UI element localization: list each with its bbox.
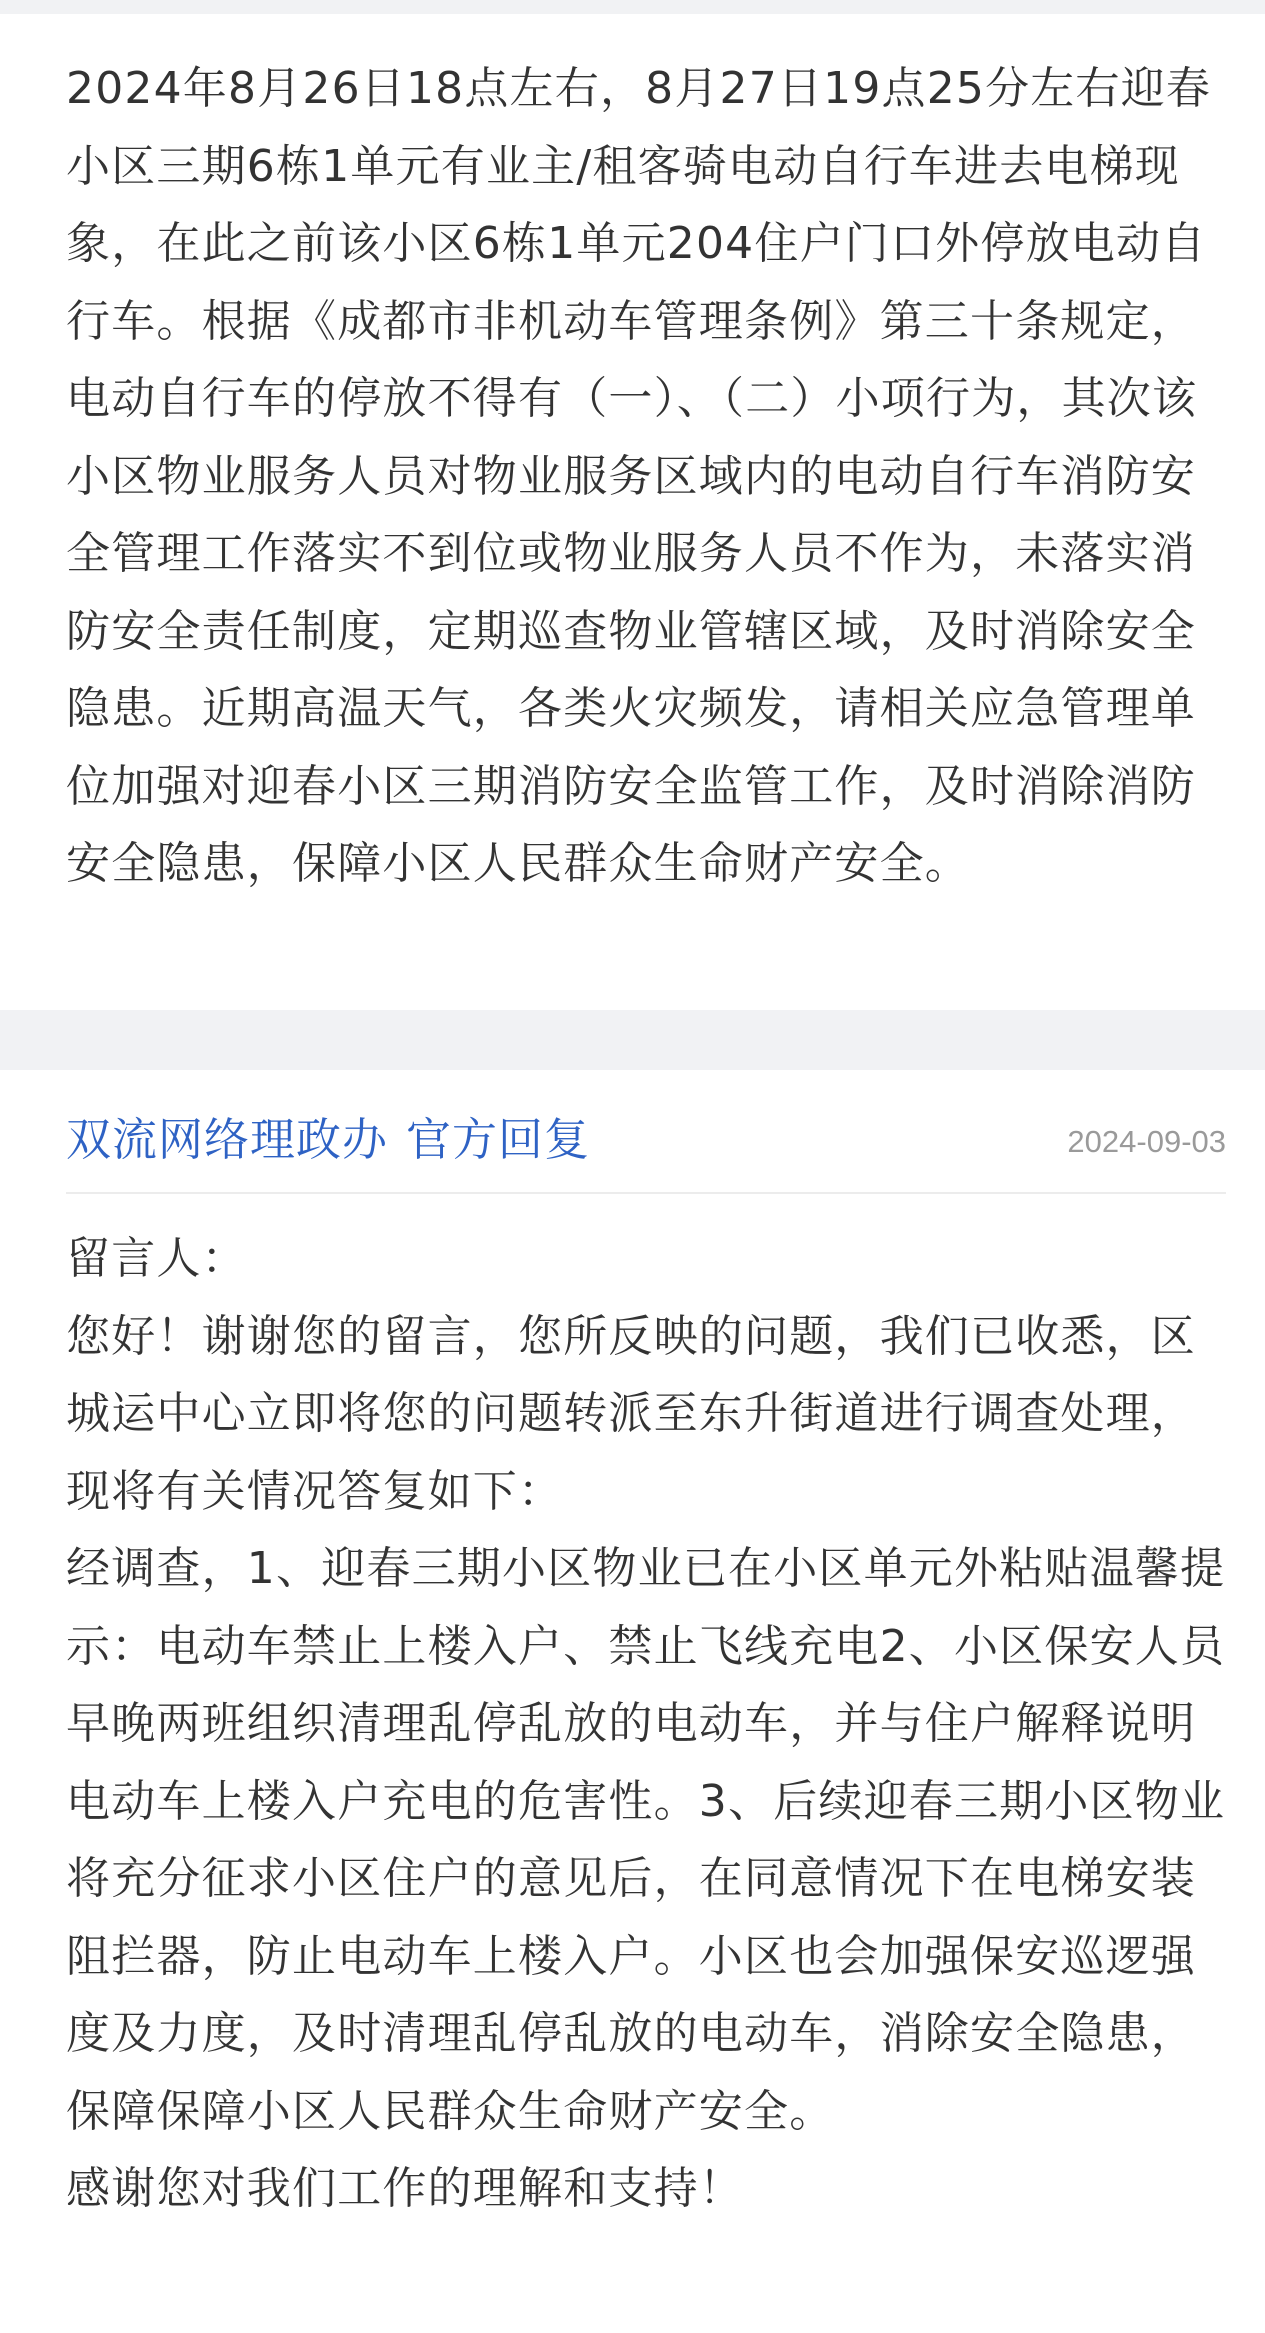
reply-paragraph: 经调查，1、迎春三期小区物业已在小区单元外粘贴温馨提示：电动车禁止上楼入户、禁止飞线充电2、小区保安人员早晚两班组织清理乱停乱放的电动车，并与住户解释说明电动车上楼入户充电的危害性。3、后续迎春三期小区物业将充分征求小区住户的意见后，在同意情况下在电梯安装阻拦器，防止电动车上楼入户。小区也会加强保安巡逻强度及力度，及时清理乱停乱放的电动车，消除安全隐患，保障保障小区人民群众生命财产安全。	[66, 1543, 1226, 2137]
reply-closing: 感谢您对我们工作的理解和支持！	[66, 2163, 744, 2214]
reply-salutation: 留言人：	[66, 1233, 247, 1284]
reply-content	[66, 1220, 1226, 2228]
reply-paragraph: 您好！谢谢您的留言，您所反映的问题，我们已收悉，区城运中心立即将您的问题转派至东升街道进行调查处理，现将有关情况答复如下：	[66, 1310, 1196, 1517]
reply-date: 2024-09-03	[1067, 1124, 1226, 1159]
reply-header	[66, 1090, 1226, 1190]
reply-title	[66, 1110, 590, 1170]
reply-label: 官方回复	[406, 1113, 591, 1166]
message-content: 2024年8月26日18点左右，8月27日19点25分左右迎春小区三期6栋1单元有业主/租客骑电动自行车进去电梯现象，在此之前该小区6栋1单元204住户门口外停放电动自行车。根据《成都市非机动车管理条例》第三十条规定，电动自行车的停放不得有（一）、（二）小项行为，其次该小区物业服务人员对物业服务区域内的电动自行车消防安全管理工作落实不到位或物业服务人员不作为，未落实消防安全责任制度，定期巡查物业管辖区域，及时消除安全隐患。近期高温天气，各类火灾频发，请相关应急管理单位加强对迎春小区三期消防安全监管工作，及时消除消防安全隐患，保障小区人民群众生命财产安全。	[66, 63, 1212, 889]
official-reply-card	[0, 1070, 1265, 2333]
message-card	[0, 14, 1265, 1010]
reply-organization[interactable]: 双流网络理政办	[66, 1113, 389, 1166]
divider	[66, 1192, 1226, 1194]
top-separator	[0, 0, 1265, 14]
section-separator	[0, 1010, 1265, 1070]
